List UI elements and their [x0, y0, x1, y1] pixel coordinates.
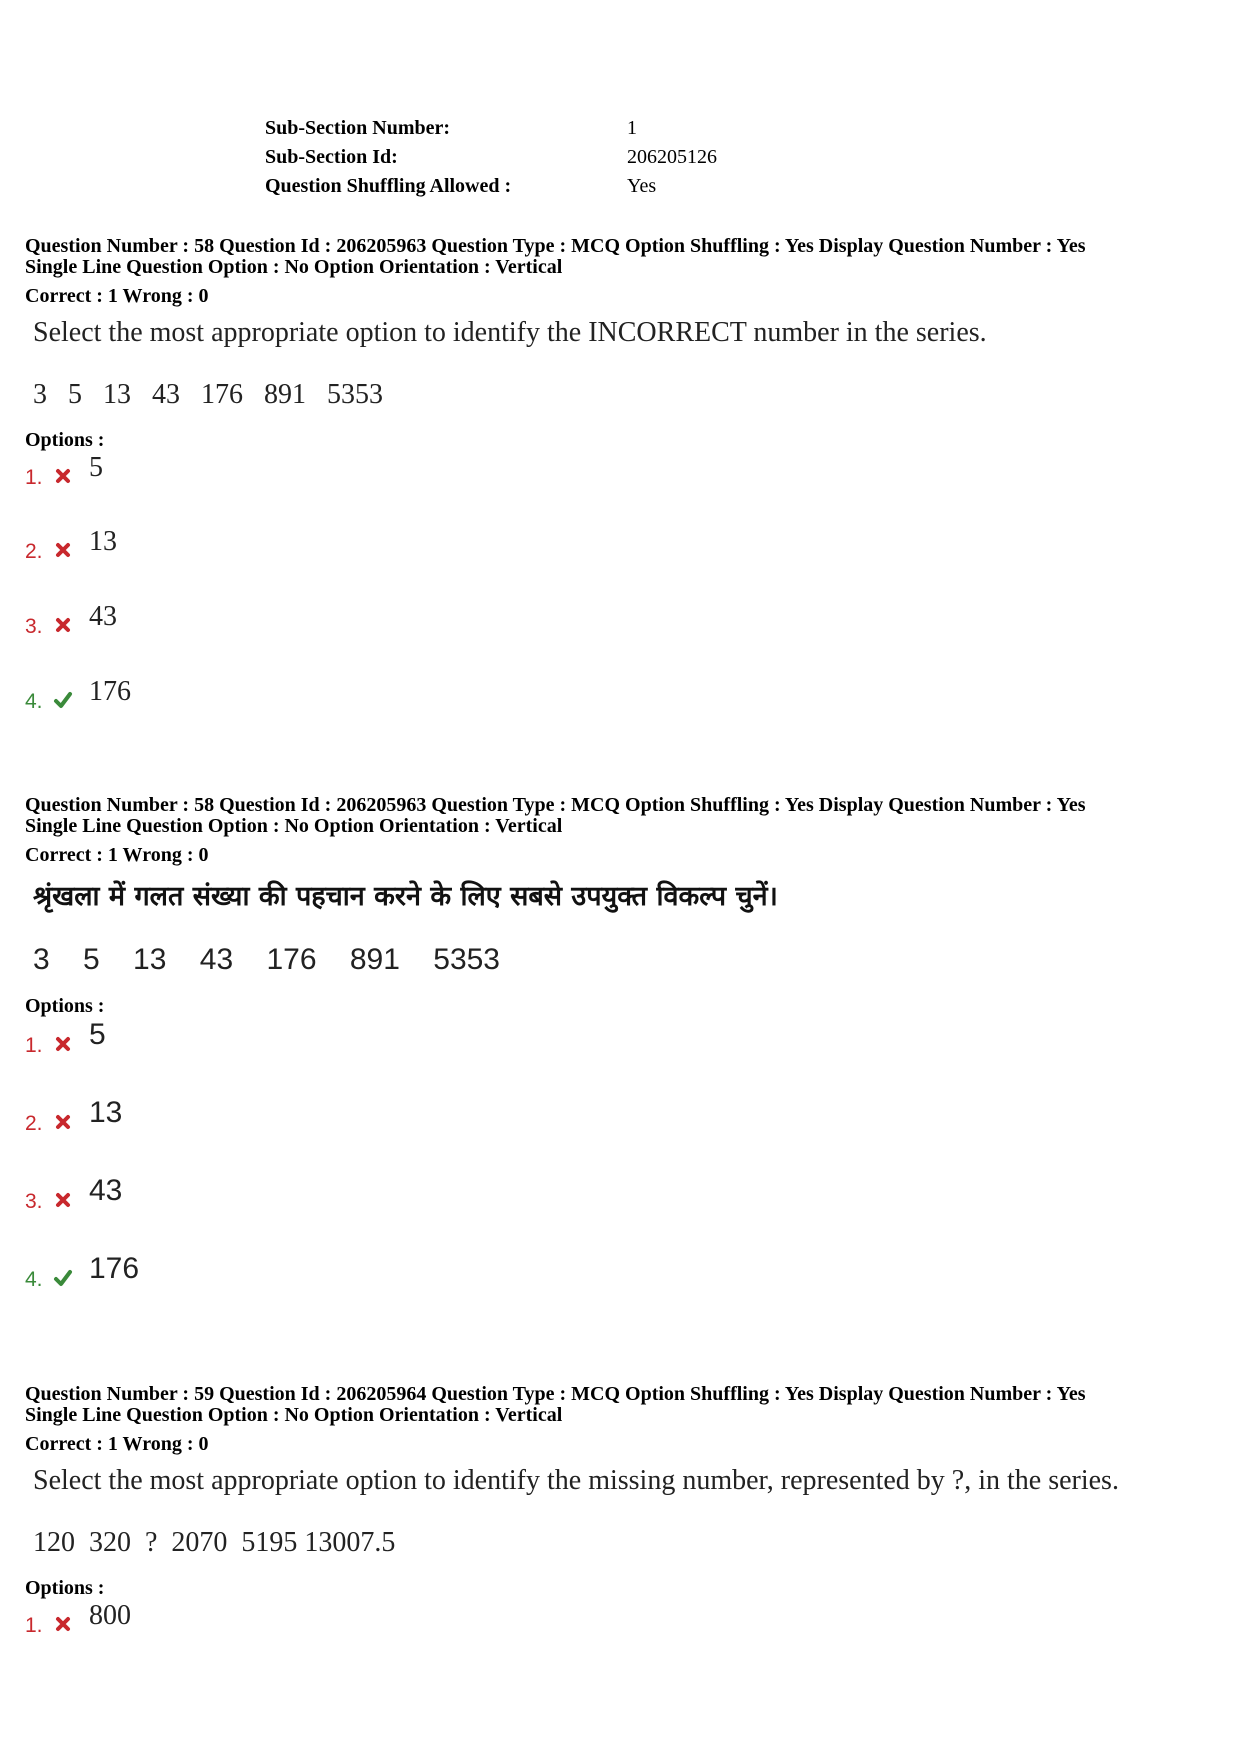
- option-number: 1.: [25, 1034, 43, 1057]
- question-marks: Correct : 1 Wrong : 0: [25, 1433, 209, 1455]
- subsection-row: [265, 143, 717, 172]
- wrong-icon: [53, 1614, 73, 1634]
- question-series: 3 5 13 43 176 891 5353: [33, 379, 383, 410]
- option-number: 2.: [25, 1112, 43, 1135]
- question-block: [25, 1384, 1225, 1660]
- option-value: 176: [89, 676, 131, 707]
- option-number: 1.: [25, 466, 43, 489]
- subsection-row: [265, 172, 717, 201]
- question-series: 120 320 ? 2070 5195 13007.5: [33, 1527, 396, 1558]
- question-text: Select the most appropriate option to identify the missing number, represented by ?, in the series.: [33, 1465, 1119, 1496]
- check-icon: [53, 690, 73, 710]
- question-text: श्रृंखला में गलत संख्या की पहचान करने के लिए सबसे उपयुक्त विकल्प चुनें।: [33, 881, 778, 912]
- option-value: 13: [89, 1096, 123, 1129]
- options-label: Options :: [25, 429, 105, 451]
- option-number: 3.: [25, 1190, 43, 1213]
- options-list: [25, 1018, 1225, 1291]
- question-meta-options: Single Line Question Option : No Option Orientation : Vertical: [25, 256, 563, 278]
- option-number: 1.: [25, 1614, 43, 1637]
- question-series: 3 5 13 43 176 891 5353: [33, 943, 500, 976]
- options-list: [25, 1600, 1225, 1660]
- subsection-id-value: 206205126: [627, 146, 717, 168]
- check-icon: [53, 1268, 73, 1288]
- option-number: 3.: [25, 615, 43, 638]
- wrong-icon: [53, 540, 73, 560]
- subsection-row: [265, 114, 717, 143]
- question-marks: Correct : 1 Wrong : 0: [25, 844, 209, 866]
- question-block: [25, 794, 1225, 1291]
- question-block: [25, 235, 1225, 713]
- option-number: 2.: [25, 540, 43, 563]
- option-number: 4.: [25, 690, 43, 713]
- option-value: 800: [89, 1600, 131, 1631]
- wrong-icon: [53, 466, 73, 486]
- wrong-icon: [53, 1034, 73, 1054]
- question-meta: Question Number : 59 Question Id : 206205964 Question Type : MCQ Option Shuffling : Yes Display Question Number : Yes: [25, 1383, 1086, 1405]
- wrong-icon: [53, 1190, 73, 1210]
- wrong-icon: [53, 1112, 73, 1132]
- option-value: 176: [89, 1252, 140, 1285]
- option-value: 13: [89, 526, 117, 557]
- options-label: Options :: [25, 995, 105, 1017]
- option-value: 43: [89, 601, 117, 632]
- question-meta-options: Single Line Question Option : No Option Orientation : Vertical: [25, 815, 563, 837]
- wrong-icon: [53, 615, 73, 635]
- question-shuffling-label: Question Shuffling Allowed :: [265, 175, 512, 197]
- options-list: [25, 452, 1225, 713]
- option-value: 5: [89, 1018, 106, 1051]
- question-meta-options: Single Line Question Option : No Option Orientation : Vertical: [25, 1404, 563, 1426]
- options-label: Options :: [25, 1577, 105, 1599]
- question-text: Select the most appropriate option to identify the INCORRECT number in the series.: [33, 317, 987, 348]
- subsection-info: [265, 114, 717, 201]
- question-marks: Correct : 1 Wrong : 0: [25, 285, 209, 307]
- subsection-id-label: Sub-Section Id:: [265, 146, 398, 168]
- subsection-number-label: Sub-Section Number:: [265, 117, 451, 139]
- option-number: 4.: [25, 1268, 43, 1291]
- question-shuffling-value: Yes: [627, 175, 657, 197]
- option-value: 43: [89, 1174, 123, 1207]
- question-meta: Question Number : 58 Question Id : 206205963 Question Type : MCQ Option Shuffling : Yes Display Question Number : Yes: [25, 235, 1086, 257]
- subsection-number-value: 1: [627, 117, 637, 139]
- question-meta: Question Number : 58 Question Id : 206205963 Question Type : MCQ Option Shuffling : Yes Display Question Number : Yes: [25, 794, 1086, 816]
- option-value: 5: [89, 452, 103, 483]
